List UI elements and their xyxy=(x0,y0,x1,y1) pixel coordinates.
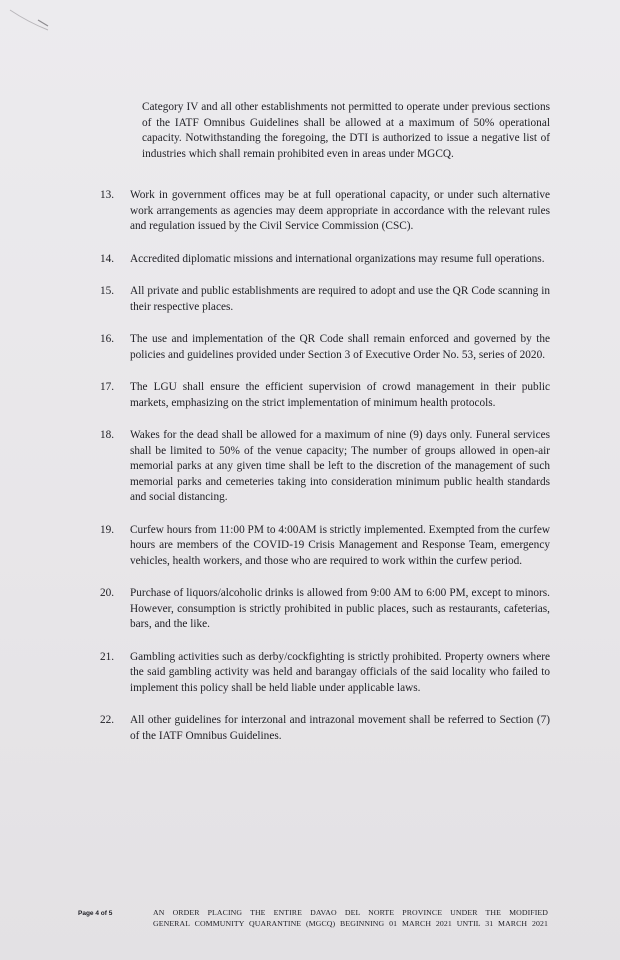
item-text: Wakes for the dead shall be allowed for a maximum of nine (9) days only. Funeral services shall be limited to 50% of the venue capacity; The number of groups allowed in open-air memorial parks at any given time shall be left to the discretion of the management of such memorial parks and cemeteries taking into consideration minimum public health standards and social distancing. xyxy=(130,429,550,503)
item-number: 19. xyxy=(100,523,115,536)
item-text: All private and public establishments are required to adopt and use the QR Code scanning in their respective places. xyxy=(130,285,550,313)
footer-line-2: GENERAL COMMUNITY QUARANTINE (MGCQ) BEGINNING 01 MARCH 2021 UNTIL 31 MARCH 2021 xyxy=(153,919,548,928)
list-item xyxy=(100,188,550,235)
list-item xyxy=(100,284,550,315)
paper-fold-mark xyxy=(8,0,78,40)
list-item xyxy=(100,650,550,697)
list-item xyxy=(100,586,550,633)
list-item xyxy=(100,523,550,570)
footer-line-1: AN ORDER PLACING THE ENTIRE DAVAO DEL NORTE PROVINCE UNDER THE MODIFIED xyxy=(153,908,548,917)
list-item xyxy=(100,713,550,744)
item-number: 14. xyxy=(100,252,115,265)
item-number: 16. xyxy=(100,333,115,345)
item-text: Curfew hours from 11:00 PM to 4:00AM is strictly implemented. Exempted from the curfew hours are members of the COVID-19 Crisis Management and Response Team, emergency vehicles, health workers, and those who are required to work within the curfew period. xyxy=(130,523,551,567)
item-number: 21. xyxy=(100,650,115,663)
page-number: Page 4 of 5 xyxy=(78,910,113,917)
list-item xyxy=(100,428,550,506)
item-text: Gambling activities such as derby/cockfighting is strictly prohibited. Property owners where the said gambling activity was held and barangay officials of the said locality who failed to implement this policy shall be held liable under applicable laws. xyxy=(130,650,550,694)
list-item xyxy=(100,332,550,363)
numbered-list xyxy=(100,188,550,744)
item-number: 22. xyxy=(100,714,115,726)
intro-paragraph: Category IV and all other establishments not permitted to operate under previous sections of the IATF Omnibus Guidelines shall be allowed at a maximum of 50% operational capacity. Notwithstanding the foregoing, the DTI is authorized to issue a negative list of industries which shall remain prohibited even in areas under MGCQ. xyxy=(142,101,550,160)
list-item xyxy=(100,252,550,268)
item-number: 17. xyxy=(100,381,115,393)
item-text: The LGU shall ensure the efficient supervision of crowd management in their public markets, emphasizing on the strict implementation of minimum health protocols. xyxy=(130,381,550,409)
item-text: Accredited diplomatic missions and international organizations may resume full operations. xyxy=(130,252,545,265)
item-text: Work in government offices may be at full operational capacity, or under such alternative work arrangements as agencies may deem appropriate in accordance with the relevant rules and regulation issued by the Civil Service Commission (CSC). xyxy=(130,189,550,232)
document-body xyxy=(100,100,550,744)
item-text: The use and implementation of the QR Code shall remain enforced and governed by the policies and guidelines provided under Section 3 of Executive Order No. 53, series of 2020. xyxy=(130,333,550,361)
item-number: 18. xyxy=(100,429,115,441)
item-text: Purchase of liquors/alcoholic drinks is allowed from 9:00 AM to 6:00 PM, except to minors. However, consumption is strictly prohibited in public places, such as restaurants, cafeterias, bars, and the like. xyxy=(130,587,550,630)
footer-title xyxy=(153,907,548,929)
item-text: All other guidelines for interzonal and intrazonal movement shall be referred to Section (7) of the IATF Omnibus Guidelines. xyxy=(130,714,550,742)
list-item xyxy=(100,380,550,411)
item-number: 13. xyxy=(100,189,115,201)
item-number: 15. xyxy=(100,285,115,297)
item-number: 20. xyxy=(100,587,115,599)
